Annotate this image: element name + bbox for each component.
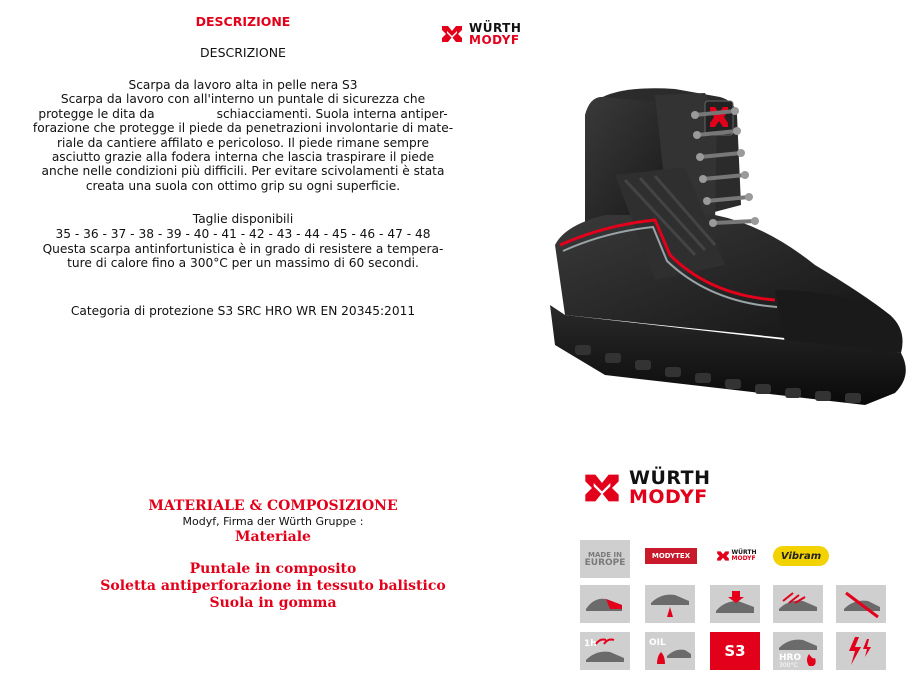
oil-resistant-icon [645,632,695,670]
brand-line1: WÜRTH [629,467,711,489]
description-subheading: DESCRIZIONE [200,45,286,60]
made-in-text: MADE IN [588,551,622,559]
temperature-line: ture di calore fino a 300°C per un massimo di 60 secondi. [67,256,419,271]
made-in-europe-badge [580,540,630,578]
modyf-mark-icon [440,22,464,46]
brand-line2: MODYF [629,486,708,508]
brand-line1: WÜRTH [469,21,522,35]
description-line: protegge le dita da schiacciamenti. Suola interna antiper- [38,106,448,121]
brand-line1: WÜRTH [731,549,757,556]
hro-heat-resistant-icon [773,632,823,670]
oil-label: OIL [649,638,666,648]
water-penetration-1h-icon [580,632,630,670]
modyf-mark-icon [582,468,622,508]
antistatic-icon [836,632,886,670]
temperature-line: Questa scarpa antinfortunistica è in grado di resistere a tempera- [42,242,444,256]
materials-list [0,561,546,612]
material-item: Suola in gomma [209,595,337,611]
europe-text: EUROPE [584,558,626,568]
brand-line2: MODYF [731,555,756,562]
sizes-list: 35 - 36 - 37 - 38 - 39 - 40 - 41 - 42 - 43 - 44 - 45 - 46 - 47 - 48 [55,227,431,241]
material-item: Soletta antiperforazione in tessuto balistico [100,578,446,594]
description-line: riale da cantiere affilato e pericoloso. Il piede rimane sempre [56,135,430,150]
description-line: Scarpa da lavoro alta in pelle nera S3 [128,78,358,92]
vibram-badge [773,546,829,566]
hours-label: 1h [584,639,597,649]
description-line: Scarpa da lavoro con all'interno un puntale di sicurezza che [60,92,426,107]
wurth-modyf-logo [440,22,521,46]
modyf-mark-icon [716,549,730,563]
modytex-text: MODYTEX [651,552,691,560]
protection-category: Categoria di protezione S3 SRC HRO WR EN 20345:2011 [70,304,416,318]
safety-toecap-icon [580,585,630,623]
brand-line2: MODYF [469,33,520,47]
wurth-modyf-small-badge [710,546,762,566]
anti-slip-icon [836,585,886,623]
description-line: anche nelle condizioni più difficili. Per evitare scivolamenti è stata [41,164,445,179]
anti-perforation-icon [645,585,695,623]
sizes-title: Taglie disponibili [192,212,294,226]
vibram-text: Vibram [780,550,822,562]
s3-text: S3 [724,642,746,660]
materials-heading: MATERIALE & COMPOSIZIONE [148,498,398,514]
hro-temp-label: 300°C [779,662,798,668]
hro-label: HRO [779,653,802,663]
description-body [30,78,456,193]
modytex-badge [645,548,697,564]
description-line: forazione che protegge il piede da penetrazioni involontarie di mate- [32,121,454,136]
water-resistant-icon [773,585,823,623]
description-line: asciutto grazie alla fodera interna che lascia traspirare il piede [51,150,435,165]
material-item: Puntale in composito [189,561,357,577]
s3-badge [710,632,760,670]
wurth-modyf-logo-large [582,468,711,508]
safety-boot-image [545,75,915,415]
temperature-text [30,242,456,271]
materials-label: Materiale [235,529,311,545]
heel-energy-absorption-icon [710,585,760,623]
materials-firm: Modyf, Firma der Würth Gruppe : [182,515,364,528]
description-line: creata una suola con ottimo grip su ogni superficie. [85,178,401,193]
description-heading: DESCRIZIONE [195,14,291,29]
